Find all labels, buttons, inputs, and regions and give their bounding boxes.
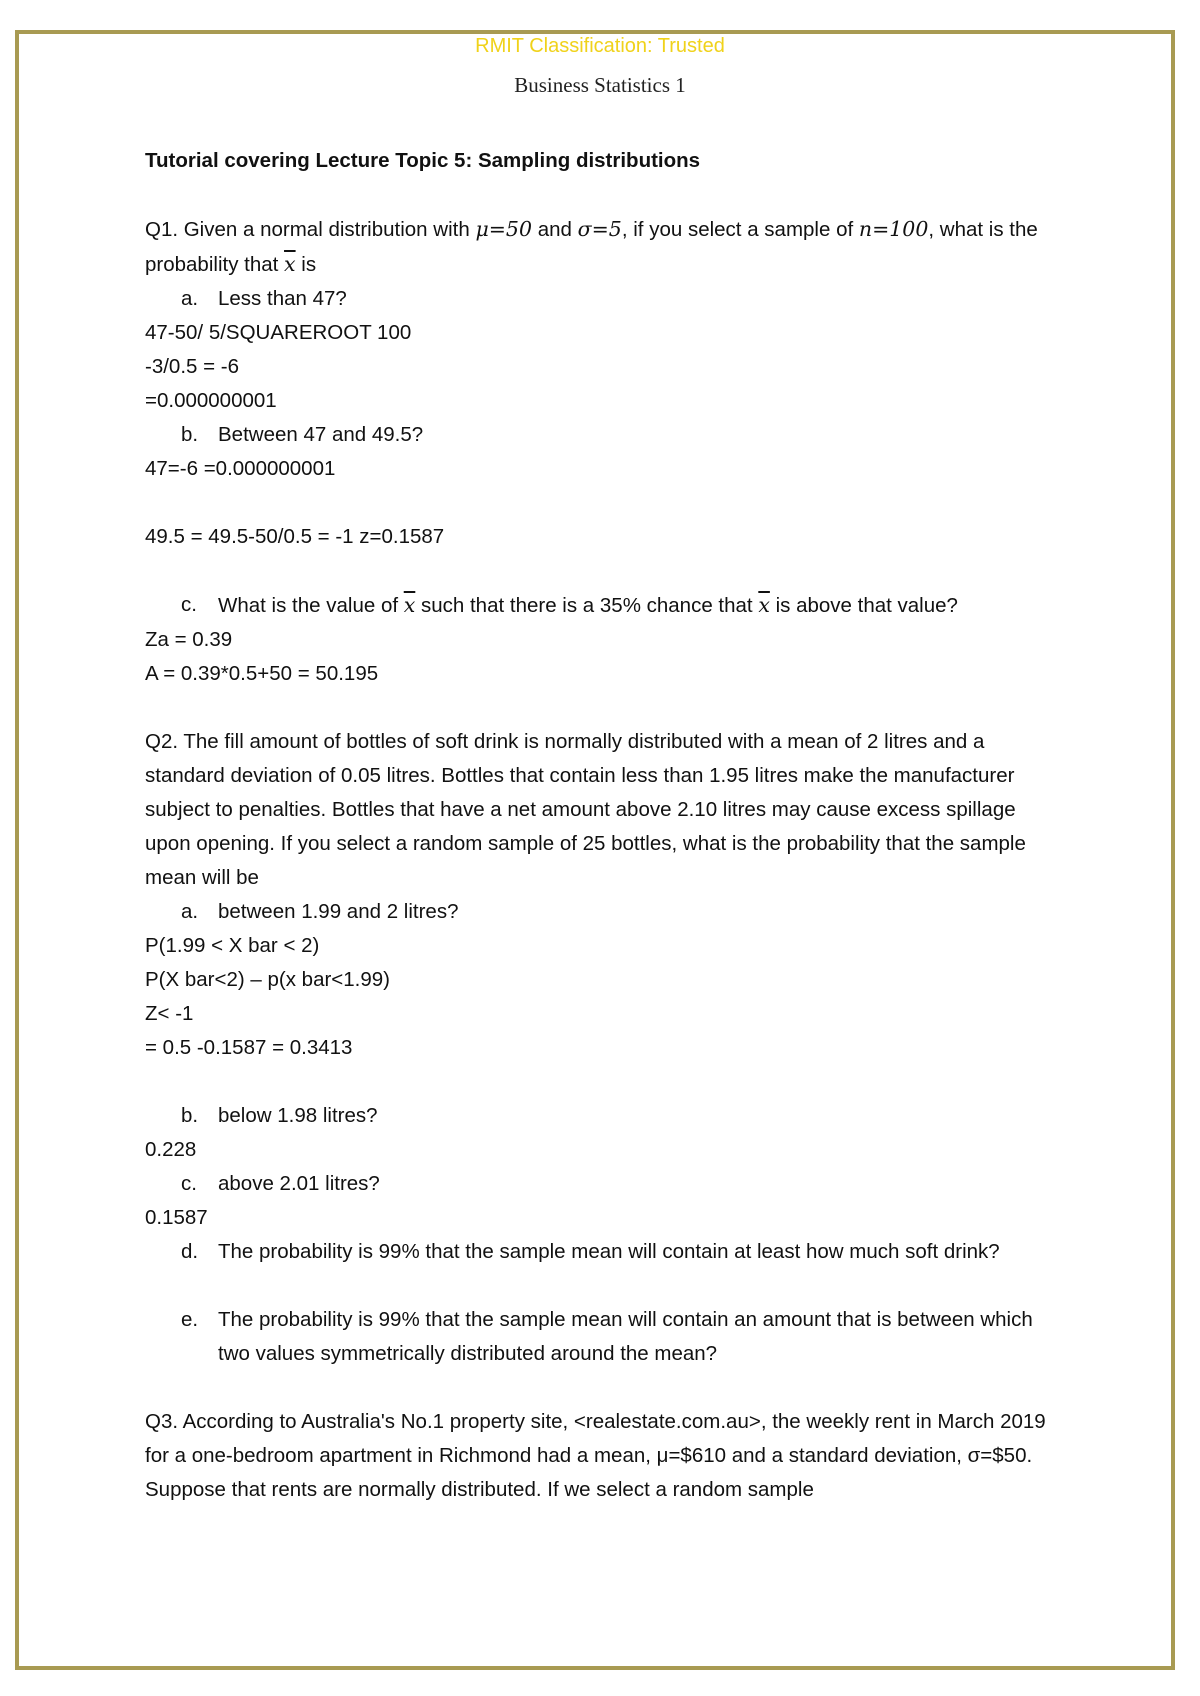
- q1-intro-1: Q1. Given a normal distribution with: [145, 218, 476, 241]
- spacer: [145, 554, 1065, 588]
- q1-c-text-1: What is the value of: [218, 594, 404, 617]
- q2-c-label: c.: [181, 1172, 197, 1195]
- q1-b-work-1: 47=-6 =0.000000001: [145, 457, 336, 480]
- q2-part-a: [145, 895, 1065, 929]
- q2-a-text: between 1.99 and 2 litres?: [218, 900, 459, 923]
- q1-intro-2: , if you select a sample of: [621, 218, 859, 241]
- q1-a-label: a.: [181, 287, 199, 310]
- q1-c-text: [218, 588, 1065, 623]
- q1-intro-3: , what is the probability that: [145, 218, 1038, 276]
- spacer: [145, 1065, 1065, 1099]
- q1-n: n=100: [858, 217, 929, 241]
- q2-c-text: above 2.01 litres?: [218, 1172, 380, 1195]
- q2-b-label: b.: [181, 1104, 199, 1127]
- q1-a-work-2: -3/0.5 = -6: [145, 355, 240, 378]
- q3-question: Q3. According to Australia's No.1 property site, <realestate.com.au>, the weekly rent in March 2019 for a one-bedroom apartment in Richmond had a mean, μ=$610 and a standard deviation, σ=$50. Suppose that rents are normally distributed. If we select a random sample: [145, 1410, 1046, 1501]
- spacer: [145, 691, 1065, 725]
- q2-e-label: e.: [181, 1308, 199, 1331]
- spacer: [145, 1269, 1065, 1303]
- q1-part-a: [145, 282, 1065, 316]
- q1-c-label: c.: [181, 593, 197, 616]
- course-title: Business Statistics 1: [514, 73, 686, 97]
- q2-question: Q2. The fill amount of bottles of soft drink is normally distributed with a mean of 2 litres and a standard deviation of 0.05 litres. Bottles that contain less than 1.95 litres make the manufacturer subject to penalties. Bottles that have a net amount above 2.10 litres may cause excess spillage upon opening. If you select a random sample of 25 bottles, what is the probability that the sample mean will be: [145, 730, 1026, 889]
- q2-part-b: [145, 1099, 1065, 1133]
- q1-c-work-2: A = 0.39*0.5+50 = 50.195: [145, 662, 379, 685]
- q1-part-c: [145, 588, 1065, 623]
- q2-part-e: [145, 1303, 1065, 1371]
- tutorial-title: Tutorial covering Lecture Topic 5: Sampling distributions: [145, 149, 701, 172]
- q2-a-label: a.: [181, 900, 199, 923]
- q1-c-work-1: Za = 0.39: [145, 628, 233, 651]
- q1-mu: μ=50: [475, 217, 533, 241]
- q2-d-label: d.: [181, 1240, 199, 1263]
- spacer: [145, 1371, 1065, 1405]
- q2-part-c: [145, 1167, 1065, 1201]
- q1-c-xbar-1: $\overline{x}$: [403, 593, 416, 617]
- q2-a-work-4: = 0.5 -0.1587 = 0.3413: [145, 1036, 353, 1059]
- q1-b-work-2: 49.5 = 49.5-50/0.5 = -1 z=0.1587: [145, 525, 445, 548]
- q2-c-work: 0.1587: [145, 1206, 208, 1229]
- q1-sigma: σ=5: [577, 217, 622, 241]
- q1-a-work-1: 47-50/ 5/SQUAREROOT 100: [145, 321, 412, 344]
- q2-d-text: The probability is 99% that the sample mean will contain at least how much soft drink?: [218, 1240, 1000, 1263]
- q2-b-work: 0.228: [145, 1138, 197, 1161]
- q1-c-text-2: such that there is a 35% chance that: [415, 594, 759, 617]
- q1-c-xbar-2: $\overline{x}$: [758, 593, 770, 617]
- q1-b-label: b.: [181, 423, 199, 446]
- q1-a-text: Less than 47?: [218, 287, 347, 310]
- q2-part-d: [145, 1235, 1065, 1269]
- q1-c-text-3: is above that value?: [769, 594, 958, 617]
- spacer: [145, 486, 1065, 520]
- q2-a-work-3: Z< -1: [145, 1002, 194, 1025]
- q1-part-b: [145, 418, 1065, 452]
- classification-label: RMIT Classification: Trusted: [475, 35, 725, 57]
- q1-and: and: [532, 218, 578, 241]
- document-body: [145, 144, 1065, 1507]
- q2-e-text: The probability is 99% that the sample mean will contain an amount that is between which two values symmetrically distributed around the mean?: [218, 1308, 1033, 1365]
- q1-xbar: $\overline{x}$: [284, 252, 296, 276]
- q2-a-work-1: P(1.99 < X bar < 2): [145, 934, 320, 957]
- q1-b-text: Between 47 and 49.5?: [218, 423, 424, 446]
- q1-intro-4: is: [295, 253, 317, 276]
- q1-a-work-3: =0.000000001: [145, 389, 277, 412]
- q2-b-text: below 1.98 litres?: [218, 1104, 378, 1127]
- q2-a-work-2: P(X bar<2) – p(x bar<1.99): [145, 968, 390, 991]
- q1-question: [145, 212, 1065, 282]
